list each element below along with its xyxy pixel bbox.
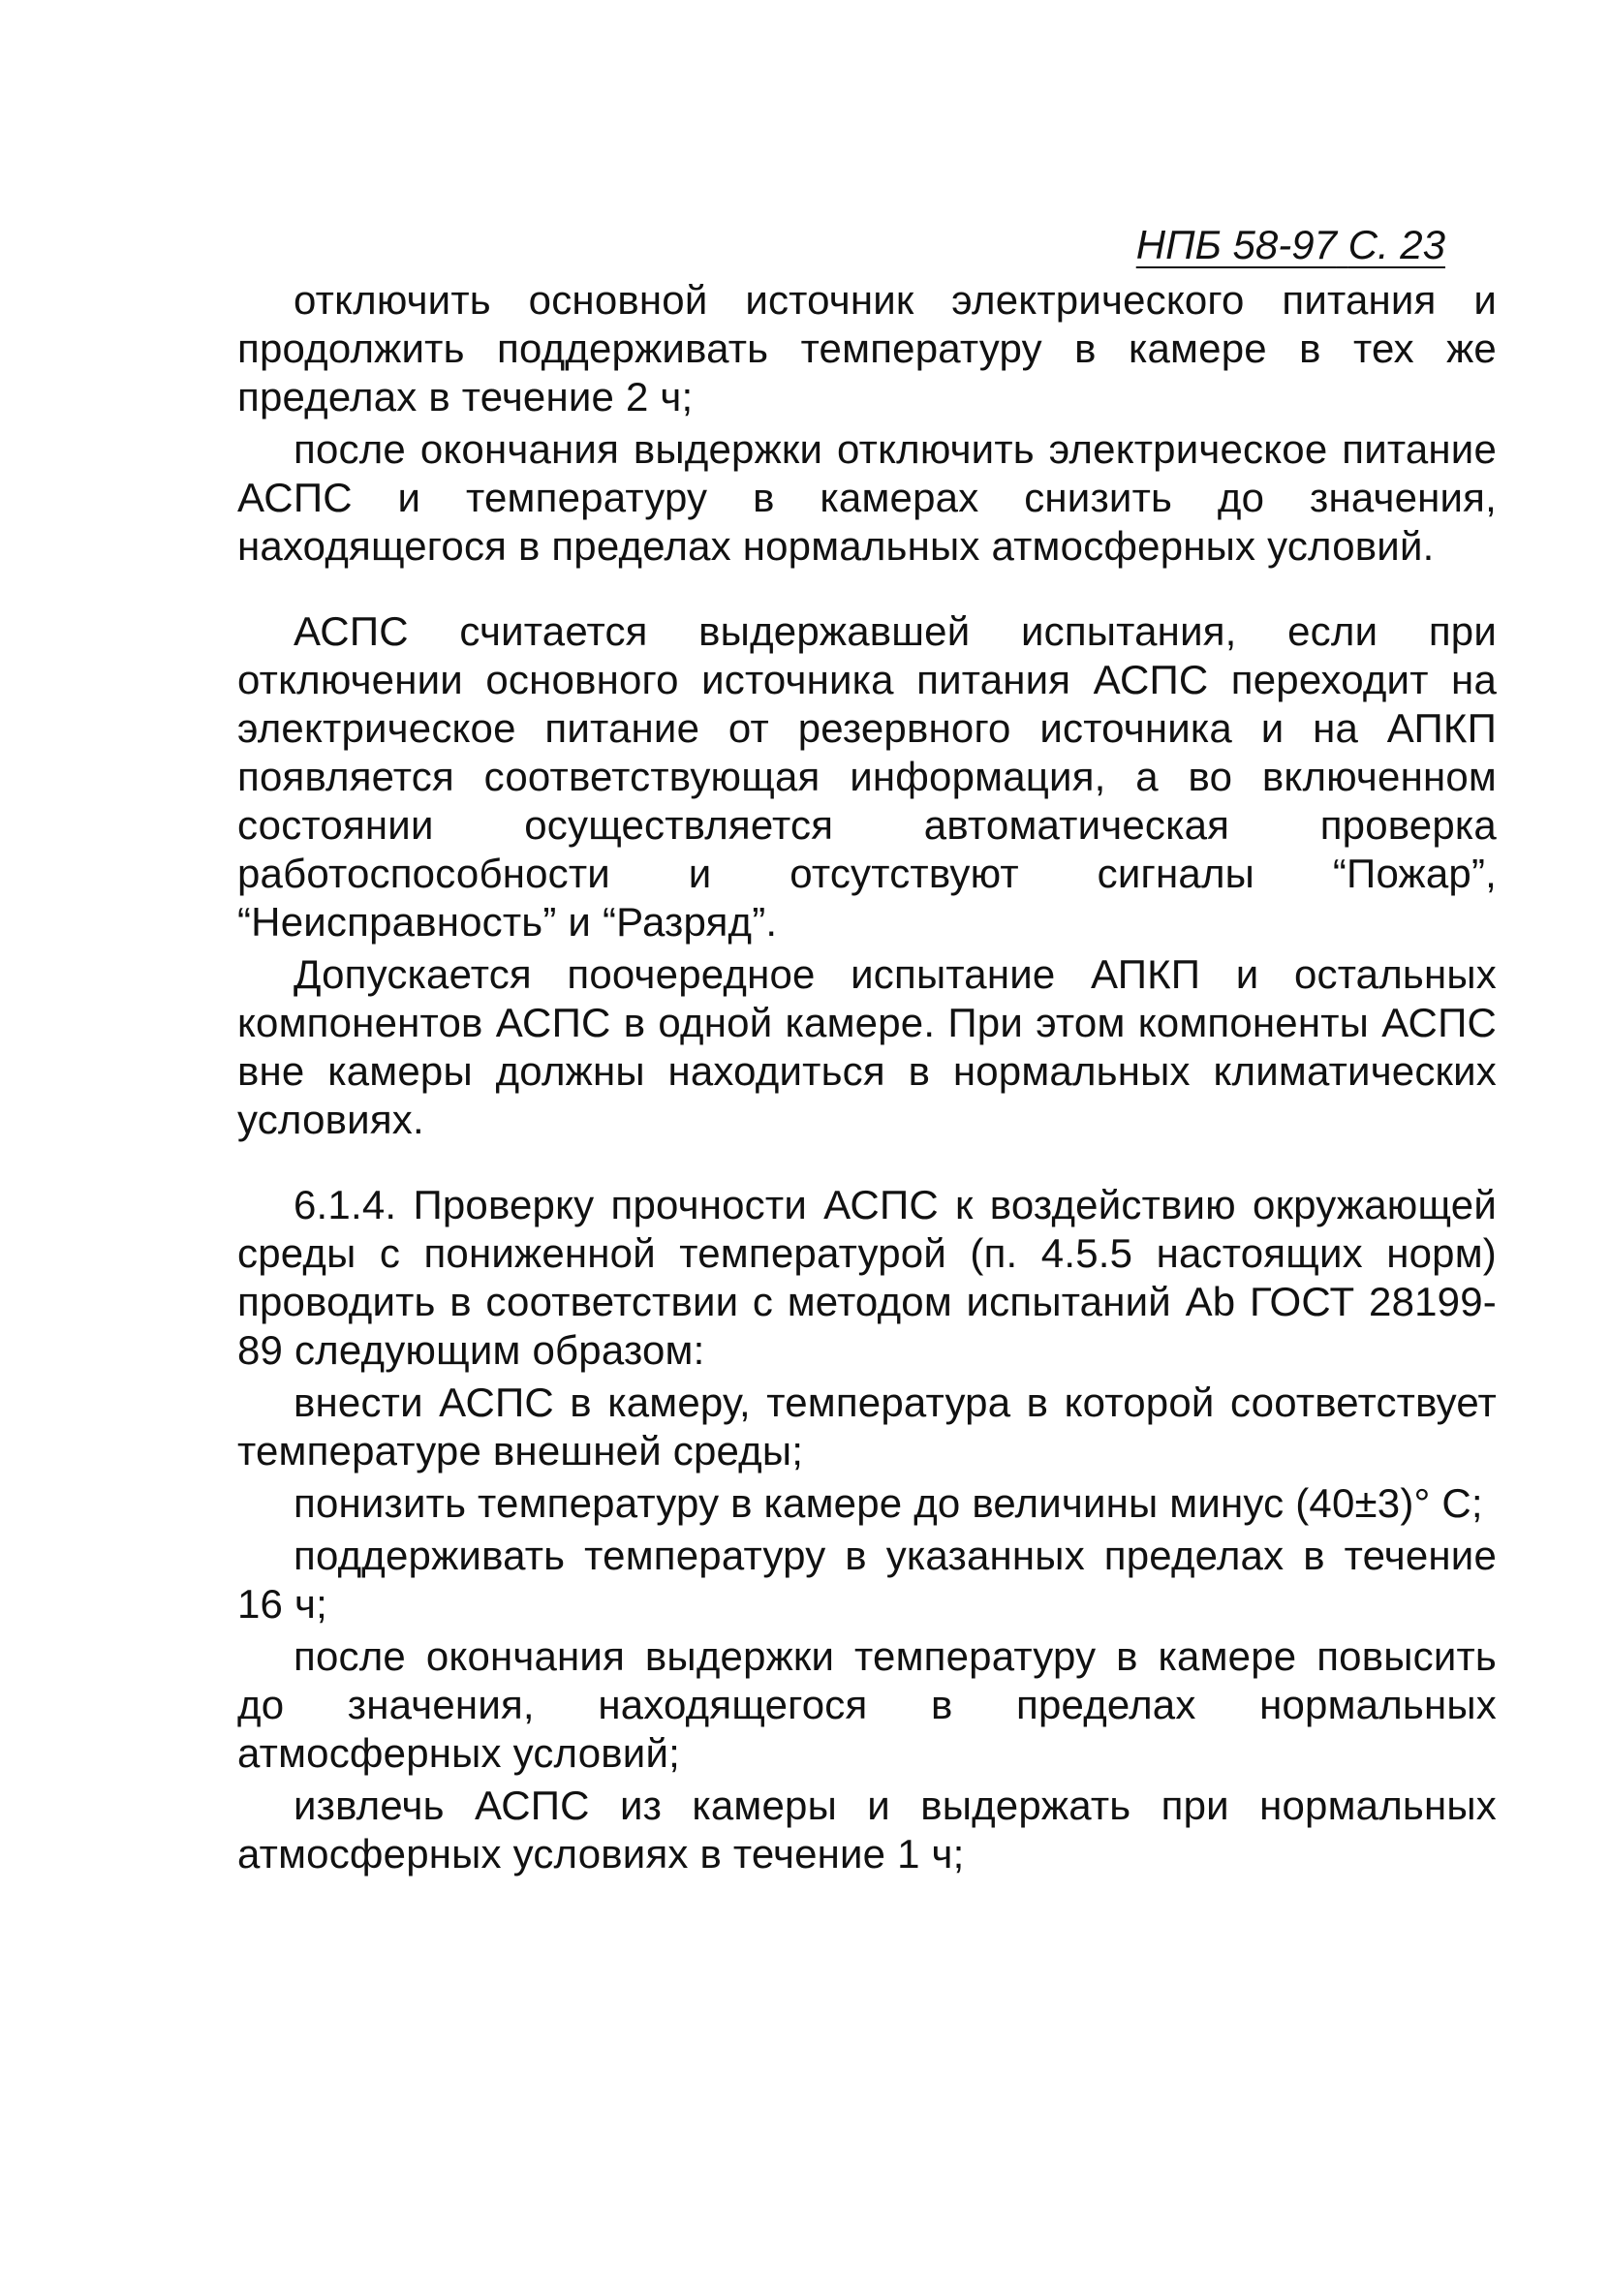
document-body [237, 276, 1497, 1878]
paragraph-8: поддерживать температуру в указанных пределах в течение 16 ч; [237, 1533, 1497, 1627]
paragraph-2: после окончания выдержки отключить электрическое питание АСПС и температуру в камерах снизить до значения, находящегося в пределах нормальных атмосферных условий. [237, 426, 1497, 569]
paragraph-9: после окончания выдержки температуру в камере повысить до значения, находящегося в пределах нормальных атмосферных условий; [237, 1633, 1497, 1776]
paragraph-6: внести АСПС в камеру, температура в которой соответствует температуре внешней среды; [237, 1380, 1497, 1474]
paragraph-5: 6.1.4. Проверку прочности АСПС к воздействию окружающей среды с пониженной температурой (п. 4.5.5 настоящих норм) проводить в соответствии с методом испытаний Аb ГОСТ 28199-89 следующим образом: [237, 1182, 1497, 1373]
document-code: НПБ 58-97 [1135, 222, 1337, 267]
paragraph-1: отключить основной источник электрического питания и продолжить поддерживать температуру в камере в тех же пределах в течение 2 ч; [237, 277, 1497, 419]
paragraph-3: АСПС считается выдержавшей испытания, если при отключении основного источника питания АСПС переходит на электрическое питание от резервного источника и на АПКП появляется соответствующая информация, а во включенном состоянии осуществляется автоматическая проверка работоспособности и отсутствуют сигналы “Пожар”, “Неисправность” и “Разряд”. [237, 608, 1497, 945]
page-number: С. 23 [1347, 222, 1445, 267]
paragraph-4: Допускается поочередное испытание АПКП и остальных компонентов АСПС в одной камере. При этом компоненты АСПС вне камеры должны находиться в нормальных климатических условиях. [237, 951, 1497, 1142]
paragraph-7: понизить температуру в камере до величины минус (40±3)° С; [294, 1480, 1483, 1526]
page-header [1135, 222, 1445, 267]
paragraph-10: извлечь АСПС из камеры и выдержать при нормальных атмосферных условиях в течение 1 ч; [237, 1783, 1497, 1877]
